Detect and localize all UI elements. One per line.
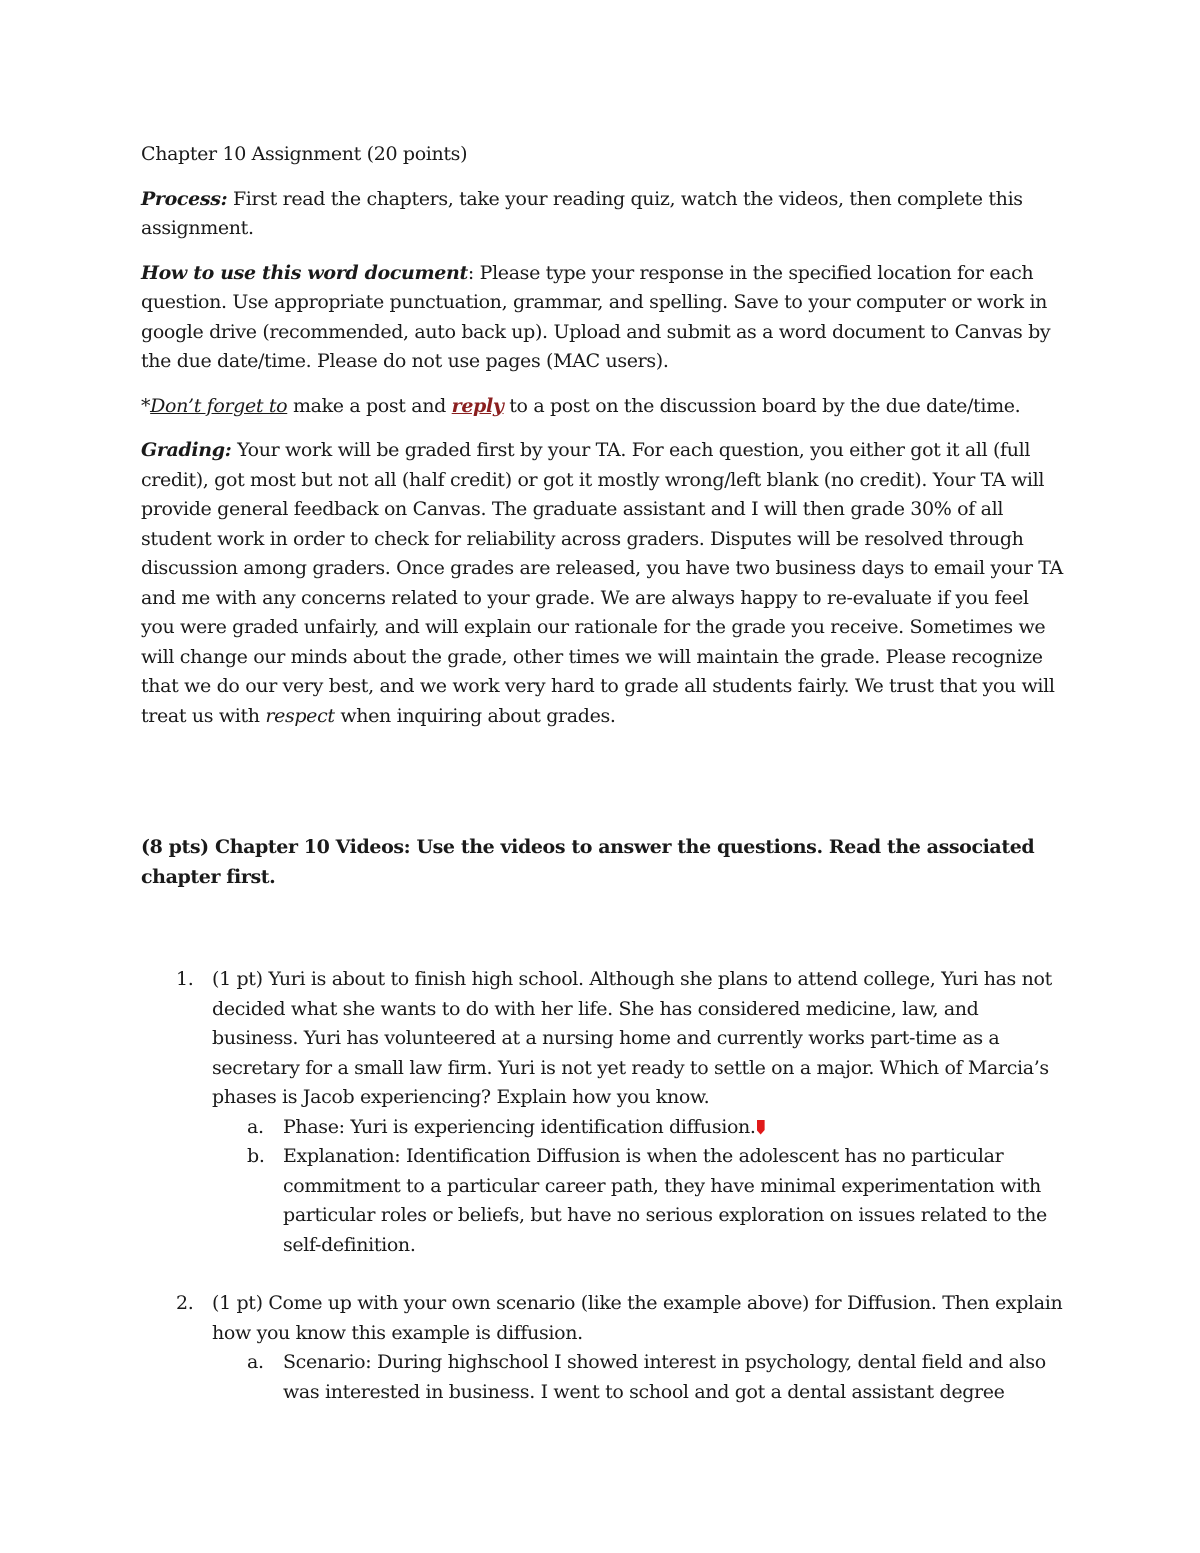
- reply-emphasis: reply: [451, 394, 504, 417]
- answer-text[interactable]: Scenario: During highschool I showed interest in psychology, dental field and also was interested in business. I went to school and got a dental assistant degree: [283, 1351, 1046, 1403]
- answer-list: [212, 1113, 1066, 1261]
- answer-item: [212, 1142, 1066, 1260]
- question-number: 2.: [176, 1292, 194, 1314]
- grading-text-after: when inquiring about grades.: [334, 704, 616, 727]
- grading-label: Grading:: [141, 439, 232, 461]
- question-text: (1 pt) Come up with your own scenario (like the example above) for Diffusion. Then explain how you know this example is diffusion.: [212, 1292, 1063, 1344]
- section-heading: (8 pts) Chapter 10 Videos: Use the videos to answer the questions. Read the associated chapter first.: [141, 836, 1035, 888]
- how-to-label: How to use this word document: [141, 261, 468, 284]
- process-paragraph: [141, 185, 1066, 244]
- reminder-paragraph: [141, 392, 1066, 422]
- comment-marker-icon[interactable]: [757, 1120, 765, 1135]
- question-number: 1.: [176, 968, 194, 990]
- dont-forget-text: Don’t forget to: [150, 394, 288, 417]
- answer-letter: a.: [247, 1351, 264, 1373]
- reminder-prefix: *: [141, 394, 151, 417]
- document-page: [141, 140, 1066, 1436]
- answer-text[interactable]: Explanation: Identification Diffusion is when the adolescent has no particular commitment to a particular career path, they have minimal experimentation with particular roles or beliefs, but have no serious exploration on issues related to the self-definition.: [283, 1145, 1047, 1256]
- how-to-text: : Please type your response in the specified location for each question. Use appropriate punctuation, grammar, and spelling. Save to your computer or work in google drive (recommended, auto back up). Upload and submit as a word document to Canvas by the due date/time. Please do not use pages (MAC users).: [141, 261, 1051, 372]
- document-title: Chapter 10 Assignment (20 points): [141, 143, 468, 165]
- how-to-paragraph: [141, 259, 1066, 377]
- question-item: [141, 965, 1066, 1260]
- answer-letter: b.: [247, 1145, 265, 1167]
- reminder-suffix: to a post on the discussion board by the due date/time.: [503, 394, 1021, 417]
- grading-text-before: Your work will be graded first by your TA. For each question, you either got it all (full credit), got most but not all (half credit) or got it mostly wrong/left blank (no credit). Your TA will provide general feedback on Canvas. The graduate assistant and I will then grade 30% of all student work in order to check for reliability across graders. Disputes will be resolved through discussion among graders. Once grades are released, you have two business days to email your TA and me with any concerns related to your grade. We are always happy to re-evaluate if you feel you were graded unfairly, and will explain our rationale for the grade you receive. Sometimes we will change our minds about the grade, other times we will maintain the grade. Please recognize that we do our very best, and we work very hard to grade all students fairly. We trust that you will treat us with: [141, 439, 1063, 727]
- question-text: (1 pt) Yuri is about to finish high school. Although she plans to attend college, Yuri has not decided what she wants to do with her life. She has considered medicine, law, and business. Yuri has volunteered at a nursing home and currently works part-time as a secretary for a small law firm. Yuri is not yet ready to settle on a major. Which of Marcia’s phases is Jacob experiencing? Explain how you know.: [212, 968, 1052, 1108]
- process-label: Process:: [141, 187, 228, 210]
- grading-emphasis: respect: [265, 704, 335, 727]
- answer-letter: a.: [247, 1115, 264, 1138]
- answer-list: [212, 1348, 1066, 1407]
- answer-text[interactable]: Phase: Yuri is experiencing identification diffusion.: [283, 1115, 756, 1138]
- question-list: [141, 965, 1066, 1407]
- answer-item: [212, 1348, 1066, 1407]
- grading-paragraph: [141, 436, 1066, 731]
- answer-item: [212, 1113, 1066, 1143]
- question-item: [141, 1289, 1066, 1407]
- process-text: First read the chapters, take your reading quiz, watch the videos, then complete this assignment.: [141, 187, 1023, 239]
- reminder-mid: make a post and: [287, 394, 452, 417]
